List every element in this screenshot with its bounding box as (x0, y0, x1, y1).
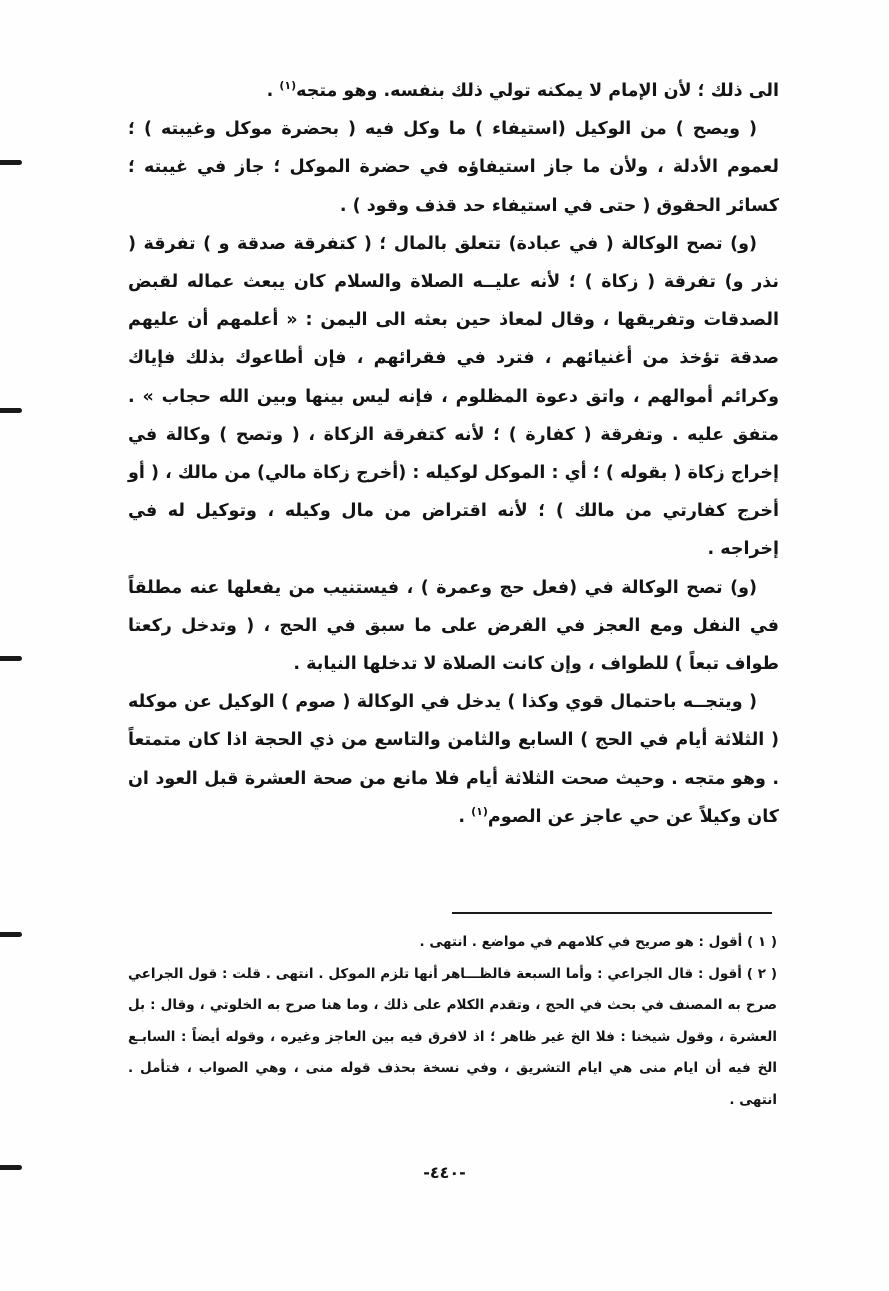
footnote-ref: (١) (471, 805, 488, 819)
binding-mark (0, 160, 22, 165)
paragraph-text: . (266, 81, 280, 101)
paragraph (128, 683, 779, 836)
paragraph-text: . (458, 806, 472, 827)
binding-mark (0, 408, 22, 413)
footnote: ( ١ ) أقول : هو صريح في كلامهم في مواضع . انتهى . (419, 934, 777, 950)
paragraph: ( ويصح ) من الوكيل (استيفاء ) ما وكل فيه ( بحضرة موكل وغيبته ) ؛ لعموم الأدلة ، ولأن ما جاز استيفاؤه في حضرة الموكل ؛ جاز في غيبته ؛ كسائر الحقوق ( حتى في استيفاء حد قذف وقود ) . (128, 119, 779, 216)
binding-mark (0, 656, 22, 661)
page-number: -٤٤٠- (423, 1163, 466, 1182)
paragraph (128, 72, 779, 110)
paragraph: (و) تصح الوكالة ( في عبادة) تتعلق بالمال ؛ ( كتفرقة صدقة و ) تفرقة ( نذر و) تفرقة ( زكاة ) ؛ لأنه عليــه الصلاة والسلام كان يبعث عماله لقبض الصدقات وتفريقها ، وقال لمعاذ حين بعثه الى اليمن : « أعلمهم أن عليهم صدقة تؤخذ من أغنيائهم ، فترد في فقرائهم ، فإن أطاعوك بذلك فإياك وكرائم أموالهم ، واتق دعوة المظلوم ، فإنه ليس بينها وبين الله حجاب » . متفق عليه . وتفرقة ( كفارة ) ؛ لأنه كتفرقة الزكاة ، ( وتصح ) وكالة في إخراج زكاة ( بقوله ) ؛ أي : الموكل لوكيله : (أخرج زكاة مالي) من مالك ، ( أو أخرج كفارتي من مالك ) ؛ لأنه اقتراض من مال وكيله ، وتوكيل له في إخراجه . (128, 233, 779, 560)
footnote: ( ٢ ) أقول : قال الجراعي : وأما السبعة فالظـــاهر أنها تلزم الموكل . انتهى . قلت : قول الجراعي صرح به المصنف في بحث في الحج ، وتقدم الكلام على ذلك ، وما هنا صرح به الخلوتي ، وقال : بل العشرة ، وقول شيخنا : فلا الخ غير ظاهر ؛ اذ لافرق فيه بين العاجز وغيره ، وقوله أيضاً : السابـع الخ فيه أن ايام منى هي ايام التشريق ، وفي نسخة بحذف قوله منى ، وهي الصواب ، فتأمل . انتهى . (128, 965, 778, 1108)
main-body-text (128, 72, 779, 836)
binding-mark (0, 932, 22, 937)
paragraph-text: ( ويتجــه باحتمال قوي وكذا ) يدخل في الوكالة ( صوم ) الوكيل عن موكله ( الثلاثة أيام في الحج ) السابع والثامن والتاسع من ذي الحجة اذا كان متمتعاً . وهو متجه . وحيث صحت الثلاثة أيام فلا مانع من صحة العشرة قبل العود ان كان وكيلاً عن حي عاجز عن الصوم (128, 692, 779, 827)
paragraph-text: الى ذلك ؛ لأن الإمام لا يمكنه تولي ذلك بنفسه. وهو متجه (296, 81, 779, 101)
footnote-ref: (١) (279, 79, 297, 93)
footnotes (128, 927, 777, 1116)
footnote-divider (452, 912, 772, 914)
paragraph: (و) تصح الوكالة في (فعل حج وعمرة ) ، فيستنيب من يفعلها عنه مطلقاً في النفل ومع العجز في الفرض على ما سبق في الحج ، ( وتدخل ركعتا طواف تبعاً ) للطواف ، وإن كانت الصلاة لا تدخلها النيابة . (128, 577, 779, 675)
